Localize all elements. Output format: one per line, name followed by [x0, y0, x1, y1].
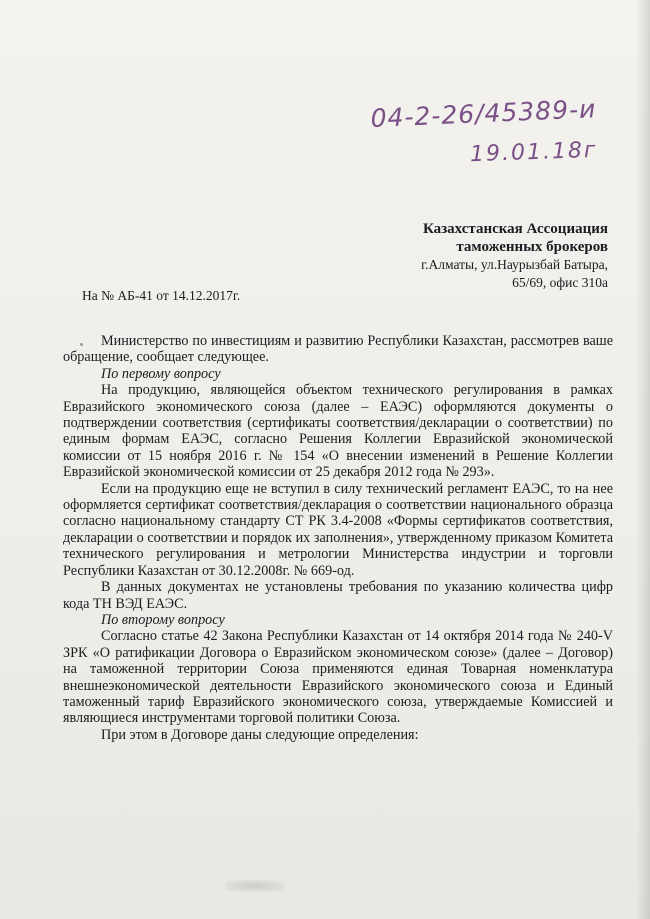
paragraph: На продукцию, являющейся объектом технического регулирования в рамках Евразийского экономического союза (далее – ЕАЭС) оформляются документы о подтверждении соответствия (сертификаты соответствия/декларации о соответствии) по единым формам ЕАЭС, согласно Решения Коллегии Евразийской экономической комиссии от 15 ноября 2016 г. № 154 «О внесении изменений в Решение Коллегии Евразийской экономической комиссии от 25 декабря 2012 года № 293». [63, 382, 613, 481]
paragraph: Согласно статье 42 Закона Республики Казахстан от 14 октября 2014 года № 240-V ЗРК «О ратификации Договора о Евразийском экономическом союзе» (далее – Договор) на таможенной территории Союза применяются единая Товарная номенклатура внешнеэкономической деятельности Евразийского экономического союза и Единый таможенный тариф Евразийского экономического союза, утверждаемые Комиссией и являющиеся инструментами торговой политики Союза. [63, 628, 613, 727]
registration-stamp: 04-2-26/45389-и [370, 94, 597, 133]
addressee-org-line1: Казахстанская Ассоциация [422, 221, 608, 237]
paragraph: Если на продукцию еще не вступил в силу технический регламент ЕАЭС, то на нее оформляется сертификат соответствия/декларация о соответствии национального образца согласно национальному стандарту СТ РК 3.4-2008 «Формы сертификатов соответствия, декларации о соответствии и порядок их заполнения», утвержденному приказом Комитета технического регулирования и метрологии Министерства индустрии и торговли Республики Казахстан от 30.12.2008г. № 669-од. [63, 480, 613, 579]
paragraph: При этом в Договоре даны следующие определения: [101, 726, 419, 743]
addressee-block [421, 220, 608, 292]
reference-number: На № АБ-41 от 14.12.2017г. [82, 288, 241, 303]
addressee-address-line1: г.Алматы, ул.Наурызбай Батыра, [421, 257, 608, 272]
letter-body [63, 333, 613, 743]
page-edge-shadow [636, 0, 650, 919]
scan-smudge [225, 880, 285, 892]
registration-date: 19.01.18г [469, 137, 598, 168]
section-heading: По первому вопросу [101, 365, 221, 382]
addressee-org-line2: таможенных брокеров [456, 239, 608, 255]
paragraph: В данных документах не установлены требования по указанию количества цифр кода ТН ВЭД ЕАЭС. [63, 579, 613, 612]
paragraph: Министерство по инвестициям и развитию Республики Казахстан, рассмотрев ваше обращение, сообщает следующее. [63, 333, 613, 366]
section-heading: По второму вопросу [101, 611, 225, 628]
addressee-address-line2: 65/69, офис 310а [512, 275, 608, 290]
